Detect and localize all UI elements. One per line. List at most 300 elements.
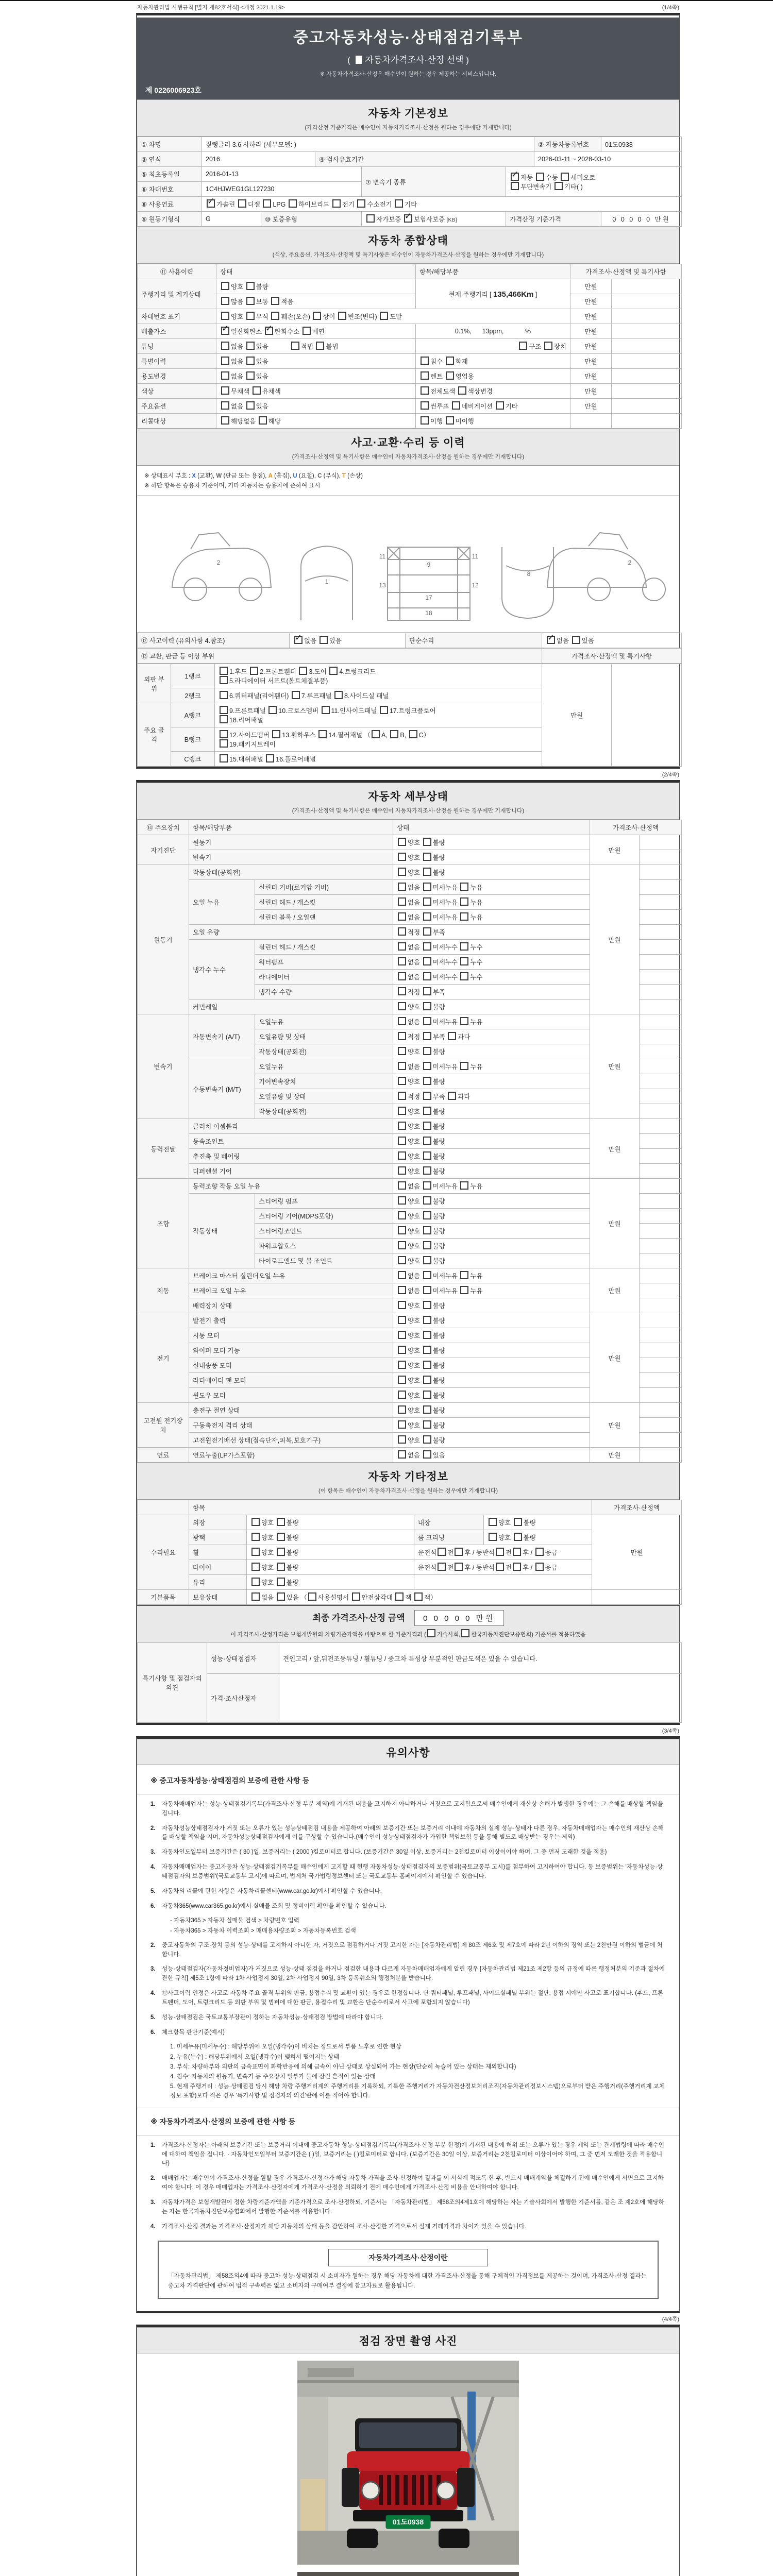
checkbox[interactable] (460, 957, 468, 965)
checkbox[interactable] (423, 1002, 431, 1010)
checkbox[interactable] (238, 199, 246, 208)
checkbox[interactable] (421, 416, 429, 425)
checkbox[interactable] (338, 312, 346, 320)
checkbox[interactable] (455, 1563, 463, 1571)
checkbox[interactable] (398, 838, 406, 846)
checkbox[interactable] (332, 199, 341, 208)
notice-item: 3. 성능·상태점검자(자동차정비업자)가 거짓으로 성능·상태 점검을 하거나 점검한 내용과 다르게 자동차매매업자에게 알린 경우 [자동차관리법 제21조 제2항 등의 규정에 따른 행정처분의 기준과 절차에 관한 규칙] 제5조 1항에 따라 1차 사업정지 30일, 2차 사업정지 90일, 3차 등록취소의 행정처분을 받습니다. (150, 1966, 665, 1982)
checkbox[interactable] (398, 1002, 406, 1010)
checkbox[interactable] (448, 1092, 456, 1100)
price-assessment-definition-box (158, 2241, 659, 2299)
checkbox[interactable] (251, 1548, 260, 1556)
checkbox[interactable] (536, 173, 544, 181)
checkbox[interactable] (398, 987, 406, 995)
checkbox[interactable] (221, 312, 229, 320)
overall-state-band (137, 227, 679, 264)
table-row: 워터펌프 없음 미세누수 누수 (138, 955, 682, 970)
checkbox[interactable] (251, 1518, 260, 1526)
table-row: 광택 양호 불량 룸 크리닝 양호 불량 (138, 1530, 682, 1545)
checkbox[interactable] (511, 182, 519, 190)
checkbox[interactable] (246, 282, 255, 290)
checkbox[interactable] (421, 401, 429, 410)
checkbox[interactable] (398, 942, 406, 951)
checkbox[interactable] (460, 972, 468, 980)
checkbox[interactable] (272, 730, 280, 738)
checkbox[interactable] (398, 1435, 406, 1444)
checkbox[interactable] (398, 1196, 406, 1205)
checkbox[interactable] (423, 1450, 431, 1459)
checkbox[interactable] (220, 676, 228, 684)
checkbox[interactable] (221, 282, 229, 290)
checkbox[interactable] (221, 357, 229, 365)
checkbox[interactable] (220, 706, 228, 714)
checkbox[interactable] (438, 1563, 446, 1571)
checkbox[interactable] (423, 1420, 431, 1429)
checkbox[interactable] (221, 297, 229, 305)
checkbox[interactable] (423, 1092, 431, 1100)
checkbox[interactable] (448, 1032, 456, 1040)
checkbox[interactable] (366, 214, 375, 223)
checkbox[interactable] (334, 691, 343, 699)
other-info-title: 자동차 기타정보 (368, 1471, 448, 1483)
checkbox[interactable] (268, 706, 277, 714)
current-mileage: 135,466Km (493, 290, 534, 299)
checkbox[interactable] (277, 1548, 285, 1556)
table-row: ① 차명 짚랭글러 3.6 사하라 (세부모델: ) ② 자동차등록번호 01도0938 (138, 137, 682, 152)
checkbox[interactable] (423, 1047, 431, 1055)
checkbox[interactable] (460, 1286, 468, 1294)
inspector-comment: 견인고리 / 앞,뒤전조등튜닝 / 휠튜닝 / 중고차 특성상 부분적인 판금도색은 있을 수 있습니다. (279, 1643, 682, 1674)
svg-text:2: 2 (216, 559, 221, 566)
checkbox[interactable] (496, 1548, 504, 1556)
checkbox[interactable] (398, 868, 406, 876)
checkbox[interactable] (423, 1181, 431, 1190)
checkbox[interactable] (246, 342, 255, 350)
checkbox[interactable] (277, 1563, 285, 1571)
checkbox[interactable] (514, 1533, 522, 1541)
table-row: 오일 누유 실린더 커버(로커암 커버) 없음 미세누유 누유 (138, 880, 682, 895)
checkbox[interactable] (220, 691, 228, 699)
checkbox[interactable] (423, 1077, 431, 1085)
checkbox[interactable] (423, 1316, 431, 1324)
notice-subitem: - 자동차365 > 자동차 실매물 검색 > 차량번호 입력 (170, 1918, 299, 1924)
checkbox[interactable] (395, 199, 403, 208)
document-number: 제 0226006923호 (145, 86, 201, 94)
checkbox[interactable] (320, 636, 328, 644)
svg-text:9: 9 (427, 561, 431, 568)
checkbox[interactable] (398, 1241, 406, 1249)
definition-box-title: 자동차가격조사·산정이란 (328, 2249, 488, 2266)
table-row: 가격·조사산정자 (138, 1674, 682, 1723)
accident-tables (137, 633, 679, 767)
checkbox[interactable] (398, 1077, 406, 1085)
table-row: 조향 동력조향 작동 오일 누유 없음 미세누유 누유 만원 (138, 1179, 682, 1194)
checkbox[interactable] (246, 357, 255, 365)
table-row: 오일유량 및 상태 적정 부족 과다 (138, 1089, 682, 1104)
checkbox[interactable] (398, 1107, 406, 1115)
notice-item: 2. 중고자동차의 구조·장치 등의 성능·상태를 고지하지 아니한 자, 거짓으로 점검하거나 거짓 고지한 자는 [자동차관리법] 제 80조 제6호 및 제7호에 따라 2년 이하의 징역 또는 2천만원 이하의 벌금에 처합니다. (150, 1942, 663, 1958)
final-price-note: 이 가격조사·산정가격은 보험개발원의 차량기준가액을 바탕으로 한 기준가격과 ( 기술사회, 한국자동차진단보증협회) 기준서를 적용하였음 (142, 1629, 674, 1638)
passenger-car-note: ※ 하단 항목은 승용차 기준이며, 기타 자동차는 승용차에 준하여 표시 (144, 483, 321, 489)
checkbox[interactable] (423, 1435, 431, 1444)
table-row: 구동축전지 격리 상태 양호 불량 (138, 1418, 682, 1433)
checkbox[interactable] (423, 1271, 431, 1279)
checkbox[interactable] (513, 1548, 521, 1556)
checkbox[interactable] (221, 401, 229, 410)
checkbox[interactable] (271, 312, 279, 320)
checkbox[interactable] (423, 1151, 431, 1160)
checkbox[interactable] (423, 942, 431, 951)
checkbox[interactable] (398, 1151, 406, 1160)
checkbox[interactable] (460, 883, 468, 891)
checkbox[interactable] (221, 416, 229, 425)
table-row: 기어변속장치 양호 불량 (138, 1074, 682, 1089)
checkbox[interactable] (352, 1592, 360, 1601)
checkbox[interactable] (423, 1376, 431, 1384)
checkbox[interactable] (398, 927, 406, 936)
checkbox[interactable] (423, 1241, 431, 1249)
basic-info-note: (가격산정 기준가격은 매수인이 자동차가격조사·산정을 원하는 경우에만 기재합니다) (305, 125, 512, 131)
checkbox[interactable] (398, 1137, 406, 1145)
table-row: 원동기 작동상태(공회전) 양호 불량 만원 (138, 865, 682, 880)
checkbox[interactable] (251, 1563, 260, 1571)
table-row: 냉각수 누수 실린더 헤드 / 개스킷 없음 미세누수 누수 (138, 940, 682, 955)
checkbox[interactable] (263, 199, 271, 208)
overall-state-table (137, 264, 679, 429)
table-row: 고전원 전기장치 충전구 절연 상태 양호 불량 만원 (138, 1403, 682, 1418)
checkbox[interactable] (535, 1548, 544, 1556)
checkbox[interactable] (398, 957, 406, 965)
checkbox[interactable] (460, 1271, 468, 1279)
table-row: 등속조인트 양호 불량 (138, 1134, 682, 1149)
table-row: 배력장치 상태 양호 불량 (138, 1298, 682, 1313)
checkbox[interactable] (460, 897, 468, 906)
checkbox[interactable] (277, 1533, 285, 1541)
checkbox[interactable] (427, 1629, 435, 1637)
basic-info-table (137, 137, 679, 227)
checkbox[interactable] (398, 1122, 406, 1130)
checkbox[interactable] (398, 1316, 406, 1324)
notice-subitem: - 자동차365 > 자동차 이력조회 > 매매용차량조회 > 자동차등록번호 검색 (170, 1927, 356, 1934)
checkbox[interactable] (423, 927, 431, 936)
report-header (137, 18, 679, 99)
price-select-label: 자동차가격조사·산정 선택 (365, 55, 464, 65)
table-row: 특별이력 없음 있음 침수 화재 만원 (138, 354, 682, 369)
checkbox[interactable] (277, 1578, 285, 1586)
table-row: 스티어링조인트 양호 불량 (138, 1224, 682, 1239)
checkbox[interactable] (423, 897, 431, 906)
checkbox[interactable] (460, 1017, 468, 1025)
checkbox-checked[interactable]: ✓ (547, 636, 555, 644)
notice-item: 5. 성능·상태점검은 국토교통부장관이 정하는 자동차성능·상태점검 방법에 따라야 합니다. (150, 2014, 383, 2021)
checkbox[interactable] (535, 1563, 544, 1571)
checkbox-checked[interactable]: ✓ (221, 327, 229, 335)
notice-subitem: 5. 현재 주행거리 : 성능·상태점검 당시 해당 차량 주행거리계의 주행거리를 기록하되, 기록한 주행거리가 자동차전산정보처리조직(자동차관리정보시스템)으로부터 받은 주행거리(주행거리계 교체 정보 포함)보다 적은 경우 '특기사항 및 점검자의 의견'란에 이를 적어야 합니다. (170, 2083, 665, 2099)
checkbox[interactable] (398, 1047, 406, 1055)
checkbox[interactable] (423, 1346, 431, 1354)
table-row: 라디에이터 팬 모터 양호 불량 (138, 1373, 682, 1388)
svg-text:18: 18 (425, 609, 432, 617)
checkbox[interactable] (398, 1376, 406, 1384)
checkbox[interactable] (271, 297, 279, 305)
notices-title: 유의사항 (386, 1747, 430, 1759)
checkbox[interactable] (421, 357, 429, 365)
checkbox[interactable] (423, 1122, 431, 1130)
checkbox[interactable] (461, 1629, 469, 1637)
checkbox[interactable] (460, 1062, 468, 1070)
checkbox[interactable] (414, 1592, 423, 1601)
checkbox[interactable] (398, 972, 406, 980)
checkbox[interactable] (299, 667, 307, 675)
table-row: 용도변경 없음 있음 렌트 영업용 만원 (138, 369, 682, 384)
checkbox[interactable] (519, 342, 527, 350)
photo-front-view (297, 2361, 519, 2565)
checkbox[interactable] (423, 1256, 431, 1264)
checkbox[interactable] (423, 1226, 431, 1234)
checkbox[interactable] (423, 1032, 431, 1040)
checkbox[interactable] (398, 883, 406, 891)
checkbox[interactable] (398, 1391, 406, 1399)
checkbox[interactable] (398, 1405, 406, 1414)
page-marker-2: (2/4쪽) (662, 772, 679, 778)
notice-item: 3. 자동차가격은 보험개발원이 정한 차량기준가액을 기준가격으로 조사·산정하되, 기준서는 「자동차관리법」 제58조의4제1호에 해당하는 자는 기술사회에서 발행한 기준서를, 같은 조 제2호에 해당하는 자는 한국자동차진단보증협회에서 발행한 기준서를 적용합니다. (150, 2199, 664, 2215)
checkbox[interactable] (423, 1286, 431, 1294)
checkbox[interactable] (514, 1518, 522, 1526)
checkbox[interactable] (398, 853, 406, 861)
checkbox[interactable] (292, 691, 300, 699)
checkbox[interactable] (266, 754, 274, 762)
checkbox[interactable] (398, 1331, 406, 1339)
notice-item: 4. 자동차매매업자는 중고자동차 성능·상태점검기록부를 매수인에게 고지할 때 현행 자동차성능·상태점검자의 보증범위(국토교통부 고시)를 첨부하여 고지하여야 합니다. 동 보증범위는 '자동차성능·상태점검자의 보증범위'(국토교통부 고시)에 따르며, 법제처 국가법령정보센터 또는 국토교통부 홈페이지에서 확인할 수 있습니다. (150, 1864, 663, 1879)
checkbox[interactable] (544, 342, 552, 350)
top-meta-line (136, 1, 680, 13)
checkbox[interactable] (496, 401, 504, 410)
checkbox[interactable] (220, 754, 228, 762)
checkbox[interactable] (423, 1331, 431, 1339)
checkbox[interactable] (446, 357, 454, 365)
checkbox[interactable] (423, 957, 431, 965)
table-row: B랭크 12.사이드멤버 13.휠하우스 14.필러패널 （ A, B, C） 19.패키지트레이 (138, 727, 682, 752)
checkbox[interactable] (390, 730, 398, 738)
table-row: 특기사항 및 점검자의 의견 성능·상태점검자 견인고리 / 앞,뒤전조등튜닝 / 휠튜닝 / 중고차 특성상 부분적인 판금도색은 있을 수 있습니다. (138, 1643, 682, 1674)
table-row: 수동변속기 (M/T) 오일누유 없음 미세누유 누유 (138, 1059, 682, 1074)
checkbox[interactable] (329, 667, 338, 675)
inspection-photos (137, 2353, 679, 2576)
checkbox[interactable] (246, 371, 255, 380)
other-info-note: (이 항목은 매수인이 자동차가격조사·산정을 원하는 경우에만 기재합니다) (318, 1488, 498, 1494)
checkbox[interactable] (398, 1271, 406, 1279)
checkbox[interactable] (496, 1563, 504, 1571)
photo-underbody-view (297, 2572, 519, 2576)
checkbox[interactable] (460, 942, 468, 951)
checkbox[interactable] (398, 1346, 406, 1354)
checkbox[interactable] (380, 706, 388, 714)
notice-item: 2. 매매업자는 매수인이 가격조사·산정을 원할 경우 가격조사·산정자가 해당 자동차 가격을 조사·산정하여 결과를 이 서식에 적도록 한 후, 반드시 매매계약을 체결하기 전에 매수인에게 서면으로 고지하여야 합니다. 이 경우 매매업자는 가격조사·산정자에게 가격조사·산정을 의뢰하기 전에 매수인에게 가격조사·산정 비용을 안내하여야 합니다. (150, 2175, 664, 2191)
checkbox[interactable] (421, 371, 429, 380)
checkbox[interactable] (423, 1301, 431, 1309)
checkbox[interactable] (438, 1548, 446, 1556)
checkbox[interactable] (423, 1196, 431, 1205)
table-row: 파워고압호스 양호 불량 (138, 1239, 682, 1253)
page1-block (136, 13, 680, 769)
checkbox[interactable] (460, 912, 468, 921)
accident-note: (가격조사·산정액 및 특기사항은 매수인이 자동차가격조사·산정을 원하는 경우에만 기재합니다) (292, 454, 525, 460)
checkbox[interactable] (372, 730, 380, 738)
checkbox[interactable] (220, 730, 228, 738)
checkbox[interactable] (251, 1592, 260, 1601)
basic-info-title: 자동차 기본정보 (368, 108, 448, 120)
checkbox[interactable] (322, 706, 330, 714)
checkbox[interactable] (398, 1062, 406, 1070)
table-row: 수리필요 외장 양호 불량 내장 양호 불량 만원 (138, 1515, 682, 1530)
checkbox[interactable] (250, 667, 258, 675)
checkbox[interactable] (313, 312, 321, 320)
checkbox[interactable] (220, 667, 228, 675)
checkbox[interactable] (398, 1256, 406, 1264)
checkbox[interactable] (452, 401, 460, 410)
checkbox[interactable] (421, 386, 429, 395)
detail-state-table (137, 820, 679, 1463)
table-row: ⑪ 사용이력 상태 항목/해당부품 가격조사·산정액 및 특기사항 (138, 264, 682, 279)
checkbox[interactable] (398, 1181, 406, 1190)
checkbox[interactable] (221, 386, 229, 395)
checkbox[interactable] (554, 182, 563, 190)
checkbox[interactable] (220, 739, 228, 748)
checkbox[interactable] (572, 636, 580, 644)
checkbox[interactable] (398, 912, 406, 921)
checkbox[interactable] (423, 1391, 431, 1399)
checkbox[interactable] (489, 1518, 497, 1526)
table-row: 주요 골격 A랭크 9.프론트패널 10.크로스멤버 11.인사이드패널 17.트렁크플로어 18.리어패널 (138, 703, 682, 727)
checkbox[interactable] (423, 987, 431, 995)
checkbox[interactable] (291, 342, 299, 350)
checkbox-checked[interactable]: ✓ (294, 636, 303, 644)
checkbox[interactable] (458, 386, 466, 395)
checkbox[interactable] (398, 897, 406, 906)
checkbox[interactable] (357, 199, 365, 208)
checkbox[interactable] (398, 1301, 406, 1309)
photos-block (136, 2325, 680, 2576)
checkbox[interactable] (423, 868, 431, 876)
checkbox-checked[interactable]: ✓ (265, 327, 273, 335)
checkbox-checked[interactable]: ✓ (404, 214, 412, 223)
checkbox[interactable] (398, 1226, 406, 1234)
checkbox[interactable] (423, 1107, 431, 1115)
checkbox[interactable] (220, 715, 228, 723)
checkbox[interactable] (423, 853, 431, 861)
checkbox[interactable] (251, 1578, 260, 1586)
notice-item: 1. 자동차매매업자는 성능·상태점검기록부(가격조사·산정 부분 제외)에 기재된 내용을 고지하지 아니하거나 거짓으로 고지함으로써 매수인에게 재산상 손해가 발생한 경우에는 그 손해를 배상할 책임을 집니다. (150, 1801, 663, 1817)
checkbox[interactable] (409, 730, 417, 738)
checkbox[interactable] (246, 297, 255, 305)
checkbox[interactable] (398, 1420, 406, 1429)
checkbox[interactable] (251, 1533, 260, 1541)
checkbox[interactable] (423, 1166, 431, 1175)
checkbox-checked[interactable]: ✓ (511, 173, 519, 181)
table-row: 많음 보통 적음 만원 (138, 294, 682, 309)
checkbox[interactable] (221, 342, 229, 350)
checkbox[interactable] (423, 1361, 431, 1369)
checkbox[interactable] (423, 1211, 431, 1219)
other-info-band (137, 1463, 679, 1500)
table-row: ⑨ 원동기형식 G ⑩ 보증유형 자가보증 ✓ 보험사보증 [KB] 가격산정 기준가격 0 0 0 0 0 만원 (138, 212, 682, 227)
checkbox[interactable] (446, 416, 454, 425)
checkbox[interactable] (398, 1286, 406, 1294)
accident-legend (137, 466, 679, 496)
checkbox[interactable] (423, 883, 431, 891)
checkbox[interactable] (398, 1211, 406, 1219)
checkbox[interactable] (398, 1166, 406, 1175)
checkbox-checked[interactable]: ✓ (207, 199, 215, 208)
table-row: ⑥ 차대번호 1C4HJWEG1GL127230 (138, 182, 682, 197)
table-row: ⑧ 사용연료 ✓ 가솔린 디젤 LPG 하이브리드 전기 수소전기 기타 (138, 197, 682, 212)
checkbox[interactable] (398, 1450, 406, 1459)
checkbox[interactable] (289, 199, 297, 208)
table-row: 변속기 양호 불량 (138, 850, 682, 865)
checkbox[interactable] (253, 386, 261, 395)
checkbox[interactable] (489, 1533, 497, 1541)
table-row: 기본품목 보유상태 없음 있음 （ 사용설명서 안전삼각대 잭 잭） (138, 1590, 682, 1605)
license-plate: 01도0938 (392, 2518, 424, 2527)
checkbox[interactable] (423, 912, 431, 921)
checkbox[interactable] (380, 312, 388, 320)
checkbox[interactable] (398, 1092, 406, 1100)
checkbox[interactable] (423, 1017, 431, 1025)
table-row: 라디에이터 없음 미세누수 누수 (138, 970, 682, 985)
checkbox[interactable] (398, 1017, 406, 1025)
table-row: 냉각수 수량 적정 부족 (138, 985, 682, 999)
checkbox[interactable] (246, 401, 255, 410)
notices-body (137, 1765, 679, 2311)
checkbox[interactable] (423, 1062, 431, 1070)
checkbox[interactable] (561, 173, 569, 181)
checkbox[interactable] (277, 1592, 285, 1601)
notice-item: 4. 가격조사·산정 결과는 가격조사·산정자가 해당 자동차의 상태 등을 감안하여 조사·산정한 가격으로서 실제 거래가격과 차이가 있을 수 있습니다. (150, 2223, 526, 2230)
page-marker-1: (1/4쪽) (662, 5, 679, 11)
table-row: 실린더 블록 / 오일팬 없음 미세누유 누유 (138, 910, 682, 925)
checkbox[interactable] (221, 371, 229, 380)
svg-text:11: 11 (472, 553, 479, 560)
checkbox[interactable] (455, 1548, 463, 1556)
car-diagram (141, 499, 677, 626)
checkbox[interactable] (423, 1405, 431, 1414)
checkbox[interactable] (513, 1563, 521, 1571)
checkbox[interactable] (316, 342, 324, 350)
checkbox[interactable] (423, 1137, 431, 1145)
notice-item: 1. 가격조사·산정자는 아래의 보증기간 또는 보증거리 이내에 중고자동차 성능·상태점검기록부(가격조사·산정 부분 한정)에 기재된 내용에 허위 또는 오류가 있는 경우 계약 또는 관계법령에 따라 매수인에 대하여 책임을 집니다. · 자동차인도일부터 보증기간은 ( )일, 보증거리는 ( )킬로미터로 합니다. (보증기간은 30일 이상, 보증거리는 2천킬로미터 이상이어야 하며, 그 중 먼저 도래한 것을 적용합니다) (150, 2142, 664, 2167)
checkbox[interactable] (446, 371, 454, 380)
checkbox[interactable] (259, 416, 267, 425)
checkbox[interactable] (398, 1361, 406, 1369)
checkbox[interactable] (460, 1181, 468, 1190)
checkbox[interactable] (277, 1518, 285, 1526)
report-title: 중고자동차성능·상태점검기록부 (293, 29, 523, 46)
checkbox[interactable] (246, 312, 255, 320)
checkbox[interactable] (318, 730, 327, 738)
checkbox[interactable] (423, 972, 431, 980)
notices-heading-2: ※ 자동차가격조사·산정의 보증에 관한 사항 등 (137, 2108, 679, 2136)
detail-band (137, 783, 679, 820)
table-row: 주행거리 및 계기상태 양호 불량 현재 주행거리 [ 135,466Km ] 만원 (138, 279, 682, 294)
checkbox[interactable] (423, 838, 431, 846)
accident-title: 사고·교환·수리 등 이력 (351, 437, 465, 449)
status-code-legend: ※ 상태표시 부호 : X (교환), W (판금 또는 용접), A (흠집), U (요철), C (부식), T (손상) (144, 473, 363, 479)
checkbox[interactable] (303, 327, 311, 335)
checkbox[interactable] (395, 1592, 404, 1601)
table-row: 전기 발전기 출력 양호 불량 만원 (138, 1313, 682, 1328)
checkbox[interactable] (308, 1592, 316, 1601)
checkbox[interactable] (398, 1032, 406, 1040)
